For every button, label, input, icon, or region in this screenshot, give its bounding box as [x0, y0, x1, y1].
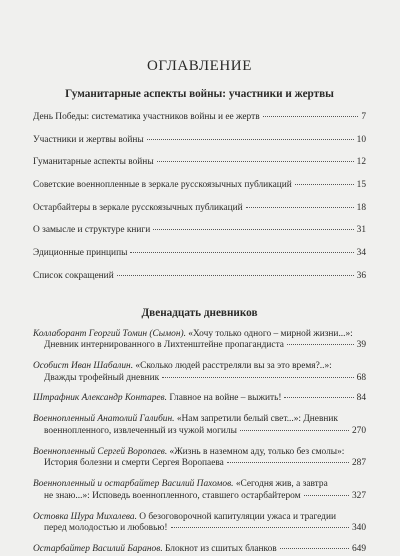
diary-subtitle: перед молодостью и любовью! [44, 523, 168, 534]
dot-leader [295, 184, 354, 185]
page-number: 68 [356, 372, 366, 383]
toc-entry[interactable] [33, 112, 366, 135]
page-number: 270 [351, 425, 366, 436]
diary-author: Штрафник Александр Контарев. [33, 393, 167, 404]
entry-label: День Победы: систематика участников войны и ее жертв [33, 112, 260, 122]
diary-subtitle: История болезни и смерти Сергея Воропаева [44, 458, 224, 469]
page-number: 34 [356, 248, 366, 259]
page-number: 18 [356, 202, 366, 213]
page-number: 84 [356, 393, 366, 404]
toc-entry[interactable] [33, 225, 366, 248]
toc-entry[interactable] [33, 203, 366, 226]
diary-subtitle: военнопленного, извлеченный из чужой могилы [44, 425, 237, 436]
diary-author: Остарбайтер Василий Баранов. [33, 544, 163, 555]
page-number: 340 [351, 523, 366, 534]
page-title: ОГЛАВЛЕНИЕ [147, 58, 252, 74]
dot-leader [246, 207, 354, 208]
section-entries-humanitarian [33, 112, 366, 294]
dot-leader [162, 377, 353, 378]
diary-entry[interactable] [33, 447, 366, 470]
diary-title: О безоговорочной капитуляции ужаса и трагедии [136, 511, 336, 522]
toc-entry[interactable] [33, 180, 366, 203]
diary-author: Военнопленный Анатолий Галибин. [33, 414, 175, 425]
diary-subtitle: не знаю...»: Исповедь военнопленного, ставшего остарбайтером [44, 490, 301, 501]
dot-leader [153, 229, 353, 230]
page-number: 10 [356, 134, 366, 145]
diary-entry[interactable] [33, 329, 366, 352]
page-number: 15 [356, 180, 366, 191]
page-number: 36 [356, 270, 366, 281]
section-heading-humanitarian: Гуманитарные аспекты войны: участники и жертвы [65, 88, 334, 100]
diary-author: Военнопленный и остарбайтер Василий Пахомов. [33, 479, 234, 490]
entry-label: Советские военнопленные в зеркале русскоязычных публикаций [33, 180, 292, 191]
diary-author: Особист Иван Шабалин. [33, 360, 134, 371]
diary-subtitle: Дневник интернированного в Лихтенштейне пропагандиста [44, 340, 284, 351]
page-number: 31 [356, 225, 366, 236]
toc-entry[interactable] [33, 135, 366, 158]
dot-leader [263, 116, 359, 117]
diary-entry[interactable] [33, 479, 366, 502]
section-entries-diaries [33, 329, 366, 556]
dot-leader [284, 397, 353, 398]
diary-subtitle: Дважды трофейный дневник [44, 372, 160, 383]
entry-label: О замысле и структуре книги [33, 225, 151, 236]
diary-title: Главное на войне – выжить! [166, 393, 282, 404]
diary-entry[interactable] [33, 414, 366, 437]
entry-label: Участники и жертвы войны [33, 134, 144, 145]
dot-leader [171, 527, 349, 528]
diary-entry[interactable] [33, 361, 366, 384]
diary-title: «Нам запретили белый свет...»: Дневник [174, 414, 338, 425]
diary-entry[interactable] [33, 393, 366, 405]
diary-title: «Сегодня жив, а завтра [233, 479, 328, 490]
page-number: 649 [351, 544, 366, 555]
diary-entry[interactable] [33, 544, 366, 556]
dot-leader [117, 275, 354, 276]
dot-leader [227, 462, 349, 463]
toc-entry[interactable] [33, 271, 366, 294]
page-number: 287 [351, 458, 366, 469]
toc-entry[interactable] [33, 157, 366, 180]
entry-label: Остарбайтеры в зеркале русскоязычных публикаций [33, 202, 243, 213]
dot-leader [240, 430, 349, 431]
section-heading-diaries: Двенадцать дневников [141, 306, 258, 319]
entry-label: Гуманитарные аспекты войны [33, 157, 154, 168]
dot-leader [304, 495, 349, 496]
diary-title: Блокнот из сшитых бланков [162, 544, 277, 555]
page-number: 327 [351, 490, 366, 501]
diary-author: Военнопленный Сергей Воропаев. [33, 446, 168, 457]
page-number: 12 [356, 157, 366, 168]
diary-entry[interactable] [33, 512, 366, 535]
entry-label: Список сокращений [33, 270, 114, 281]
toc-entry[interactable] [33, 248, 366, 271]
diary-title: «Хочу только одного – мирной жизни...»: [185, 328, 353, 339]
entry-label: Эдиционные принципы [33, 248, 128, 259]
diary-title: «Жизнь в наземном аду, только без смолы»: [167, 446, 345, 457]
diary-title: «Сколько людей расстреляли вы за это время?..»: [133, 360, 332, 371]
diary-author: Остовка Шура Михалева. [33, 511, 137, 522]
dot-leader [130, 252, 353, 253]
page-number: 39 [356, 340, 366, 351]
dot-leader [287, 344, 354, 345]
page-number: 7 [361, 112, 366, 122]
dot-leader [147, 139, 354, 140]
diary-author: Коллаборант Георгий Томин (Сымон). [33, 328, 186, 339]
dot-leader [157, 161, 354, 162]
